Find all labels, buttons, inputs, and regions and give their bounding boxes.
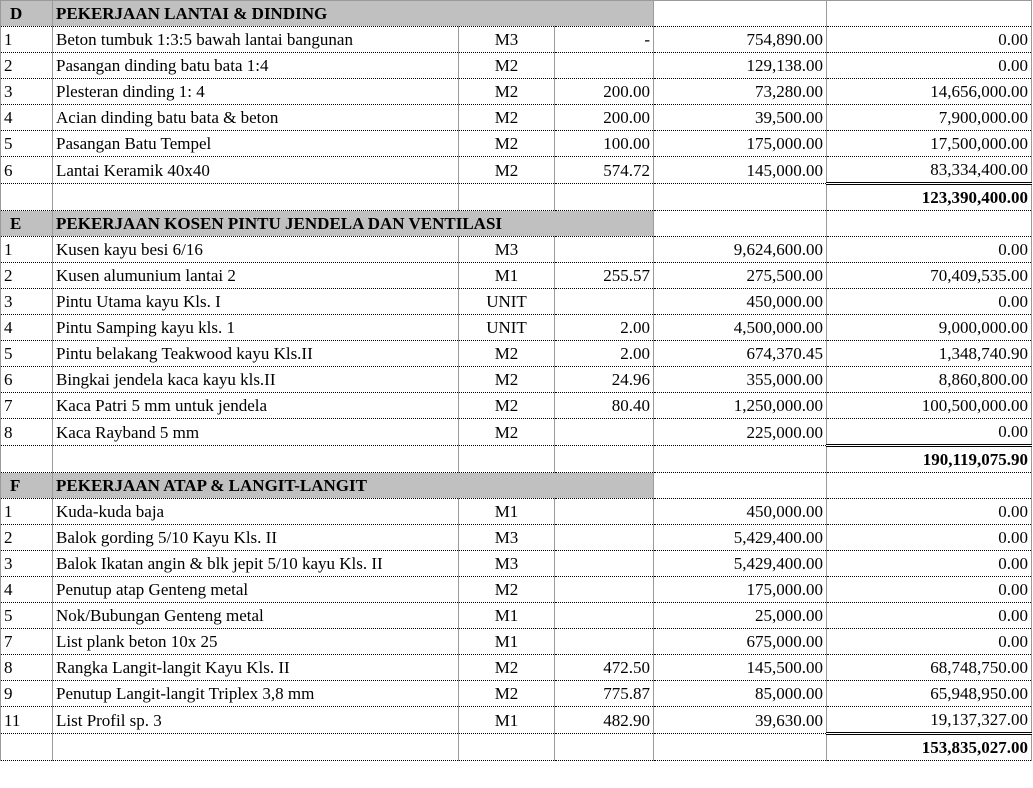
item-unit-cell[interactable]: M2 [459, 341, 555, 367]
item-quantity-cell[interactable] [555, 499, 654, 525]
item-unit-price-cell[interactable]: 754,890.00 [654, 27, 827, 53]
item-description-cell[interactable]: Balok gording 5/10 Kayu Kls. II [53, 525, 459, 551]
table-row [1, 53, 1032, 79]
item-unit-price-cell[interactable]: 175,000.00 [654, 131, 827, 157]
section-total-row [1, 446, 1032, 473]
item-description-cell[interactable]: Pasangan dinding batu bata 1:4 [53, 53, 459, 79]
item-number-cell[interactable]: 4 [1, 105, 53, 131]
item-quantity-cell[interactable] [555, 629, 654, 655]
item-description-cell[interactable]: Plesteran dinding 1: 4 [53, 79, 459, 105]
item-unit-price-cell[interactable]: 275,500.00 [654, 263, 827, 289]
item-unit-price-cell[interactable]: 39,500.00 [654, 105, 827, 131]
empty-cell[interactable] [555, 734, 654, 761]
item-description-cell[interactable]: List plank beton 10x 25 [53, 629, 459, 655]
item-description-cell[interactable]: Kusen alumunium lantai 2 [53, 263, 459, 289]
item-quantity-cell[interactable]: 255.57 [555, 263, 654, 289]
item-quantity-cell[interactable] [555, 419, 654, 446]
item-description-cell[interactable]: Beton tumbuk 1:3:5 bawah lantai bangunan [53, 27, 459, 53]
item-amount-cell[interactable]: 1,348,740.90 [827, 341, 1032, 367]
item-unit-cell[interactable]: M1 [459, 707, 555, 734]
item-quantity-cell[interactable]: 2.00 [555, 341, 654, 367]
item-amount-cell[interactable]: 0.00 [827, 27, 1032, 53]
item-unit-cell[interactable]: M3 [459, 525, 555, 551]
item-amount-cell[interactable]: 0.00 [827, 551, 1032, 577]
empty-cell[interactable] [53, 184, 459, 211]
item-description-cell[interactable]: Penutup Langit-langit Triplex 3,8 mm [53, 681, 459, 707]
item-unit-cell[interactable]: M2 [459, 681, 555, 707]
item-number-cell[interactable]: 1 [1, 237, 53, 263]
item-unit-cell[interactable]: M2 [459, 577, 555, 603]
section-code-cell[interactable]: D [1, 1, 53, 27]
item-quantity-cell[interactable]: - [555, 27, 654, 53]
table-row [1, 315, 1032, 341]
empty-cell[interactable] [654, 1, 827, 27]
item-number-cell[interactable]: 4 [1, 315, 53, 341]
item-quantity-cell[interactable]: 200.00 [555, 105, 654, 131]
item-unit-cell[interactable]: M2 [459, 53, 555, 79]
item-unit-price-cell[interactable]: 674,370.45 [654, 341, 827, 367]
section-total-cell[interactable]: 123,390,400.00 [827, 184, 1032, 211]
item-unit-cell[interactable]: M1 [459, 629, 555, 655]
item-quantity-cell[interactable] [555, 551, 654, 577]
empty-cell[interactable] [827, 211, 1032, 237]
item-number-cell[interactable]: 3 [1, 289, 53, 315]
item-amount-cell[interactable]: 0.00 [827, 237, 1032, 263]
item-number-cell[interactable]: 2 [1, 525, 53, 551]
item-quantity-cell[interactable] [555, 237, 654, 263]
item-unit-cell[interactable]: UNIT [459, 315, 555, 341]
item-number-cell[interactable]: 5 [1, 131, 53, 157]
item-description-cell[interactable]: Penutup atap Genteng metal [53, 577, 459, 603]
item-description-cell[interactable]: Kusen kayu besi 6/16 [53, 237, 459, 263]
item-quantity-cell[interactable]: 574.72 [555, 157, 654, 184]
item-number-cell[interactable]: 2 [1, 263, 53, 289]
item-description-cell[interactable]: Kaca Rayband 5 mm [53, 419, 459, 446]
section-total-row [1, 734, 1032, 761]
item-quantity-cell[interactable]: 472.50 [555, 655, 654, 681]
item-amount-cell[interactable]: 100,500,000.00 [827, 393, 1032, 419]
table-row [1, 525, 1032, 551]
section-title-cell[interactable]: PEKERJAAN LANTAI & DINDING [53, 1, 654, 27]
section-total-cell[interactable]: 190,119,075.90 [827, 446, 1032, 473]
item-unit-price-cell[interactable]: 25,000.00 [654, 603, 827, 629]
empty-cell[interactable] [654, 446, 827, 473]
section-total-cell[interactable]: 153,835,027.00 [827, 734, 1032, 761]
item-amount-cell[interactable]: 0.00 [827, 525, 1032, 551]
item-amount-cell[interactable]: 8,860,800.00 [827, 367, 1032, 393]
item-unit-price-cell[interactable]: 85,000.00 [654, 681, 827, 707]
item-amount-cell[interactable]: 9,000,000.00 [827, 315, 1032, 341]
item-unit-cell[interactable]: M3 [459, 551, 555, 577]
table-row [1, 655, 1032, 681]
empty-cell[interactable] [555, 184, 654, 211]
empty-cell[interactable] [654, 211, 827, 237]
item-unit-cell[interactable]: M2 [459, 79, 555, 105]
item-quantity-cell[interactable] [555, 577, 654, 603]
item-amount-cell[interactable]: 70,409,535.00 [827, 263, 1032, 289]
item-unit-price-cell[interactable]: 145,000.00 [654, 157, 827, 184]
empty-cell[interactable] [654, 473, 827, 499]
section-header-row [1, 211, 1032, 237]
item-amount-cell[interactable]: 14,656,000.00 [827, 79, 1032, 105]
item-quantity-cell[interactable]: 80.40 [555, 393, 654, 419]
item-number-cell[interactable]: 7 [1, 629, 53, 655]
table-row [1, 419, 1032, 446]
item-unit-cell[interactable]: UNIT [459, 289, 555, 315]
item-quantity-cell[interactable]: 482.90 [555, 707, 654, 734]
item-unit-cell[interactable]: M2 [459, 105, 555, 131]
item-number-cell[interactable]: 8 [1, 419, 53, 446]
item-description-cell[interactable]: Acian dinding batu bata & beton [53, 105, 459, 131]
item-amount-cell[interactable]: 0.00 [827, 53, 1032, 79]
table-row [1, 237, 1032, 263]
item-unit-cell[interactable]: M3 [459, 237, 555, 263]
item-unit-cell[interactable]: M2 [459, 367, 555, 393]
item-number-cell[interactable]: 5 [1, 341, 53, 367]
section-code-cell[interactable]: E [1, 211, 53, 237]
table-row [1, 341, 1032, 367]
item-description-cell[interactable]: Kaca Patri 5 mm untuk jendela [53, 393, 459, 419]
item-number-cell[interactable]: 9 [1, 681, 53, 707]
item-unit-price-cell[interactable]: 73,280.00 [654, 79, 827, 105]
item-number-cell[interactable]: 1 [1, 27, 53, 53]
table-row [1, 499, 1032, 525]
empty-cell[interactable] [1, 184, 53, 211]
empty-cell[interactable] [53, 734, 459, 761]
item-description-cell[interactable]: Pasangan Batu Tempel [53, 131, 459, 157]
section-code-cell[interactable]: F [1, 473, 53, 499]
table-row [1, 79, 1032, 105]
item-unit-cell[interactable]: M1 [459, 263, 555, 289]
item-unit-cell[interactable]: M1 [459, 499, 555, 525]
item-amount-cell[interactable]: 0.00 [827, 577, 1032, 603]
item-number-cell[interactable]: 4 [1, 577, 53, 603]
item-unit-price-cell[interactable]: 450,000.00 [654, 289, 827, 315]
table-row [1, 27, 1032, 53]
item-unit-price-cell[interactable]: 450,000.00 [654, 499, 827, 525]
empty-cell[interactable] [827, 473, 1032, 499]
item-description-cell[interactable]: List Profil sp. 3 [53, 707, 459, 734]
item-description-cell[interactable]: Pintu belakang Teakwood kayu Kls.II [53, 341, 459, 367]
table-row [1, 157, 1032, 184]
item-unit-cell[interactable]: M2 [459, 419, 555, 446]
item-number-cell[interactable]: 6 [1, 157, 53, 184]
item-unit-cell[interactable]: M2 [459, 655, 555, 681]
table-row [1, 393, 1032, 419]
item-quantity-cell[interactable]: 2.00 [555, 315, 654, 341]
table-row [1, 551, 1032, 577]
item-description-cell[interactable]: Nok/Bubungan Genteng metal [53, 603, 459, 629]
section-header-row [1, 473, 1032, 499]
item-amount-cell[interactable]: 0.00 [827, 629, 1032, 655]
item-number-cell[interactable]: 3 [1, 79, 53, 105]
section-total-row [1, 184, 1032, 211]
item-description-cell[interactable]: Lantai Keramik 40x40 [53, 157, 459, 184]
item-amount-cell[interactable]: 65,948,950.00 [827, 681, 1032, 707]
item-quantity-cell[interactable]: 100.00 [555, 131, 654, 157]
item-unit-price-cell[interactable]: 145,500.00 [654, 655, 827, 681]
item-number-cell[interactable]: 1 [1, 499, 53, 525]
item-unit-price-cell[interactable]: 5,429,400.00 [654, 525, 827, 551]
table-row [1, 263, 1032, 289]
item-quantity-cell[interactable]: 24.96 [555, 367, 654, 393]
item-quantity-cell[interactable] [555, 525, 654, 551]
item-unit-price-cell[interactable]: 39,630.00 [654, 707, 827, 734]
empty-cell[interactable] [654, 734, 827, 761]
table-row [1, 105, 1032, 131]
item-description-cell[interactable]: Rangka Langit-langit Kayu Kls. II [53, 655, 459, 681]
item-amount-cell[interactable]: 19,137,327.00 [827, 707, 1032, 734]
item-amount-cell[interactable]: 68,748,750.00 [827, 655, 1032, 681]
item-amount-cell[interactable]: 0.00 [827, 289, 1032, 315]
empty-cell[interactable] [459, 734, 555, 761]
item-quantity-cell[interactable] [555, 603, 654, 629]
item-number-cell[interactable]: 8 [1, 655, 53, 681]
item-amount-cell[interactable]: 83,334,400.00 [827, 157, 1032, 184]
item-description-cell[interactable]: Bingkai jendela kaca kayu kls.II [53, 367, 459, 393]
table-row [1, 577, 1032, 603]
item-number-cell[interactable]: 6 [1, 367, 53, 393]
item-number-cell[interactable]: 7 [1, 393, 53, 419]
item-quantity-cell[interactable] [555, 289, 654, 315]
table-row [1, 367, 1032, 393]
table-row [1, 681, 1032, 707]
empty-cell[interactable] [555, 446, 654, 473]
table-row [1, 629, 1032, 655]
item-amount-cell[interactable]: 0.00 [827, 419, 1032, 446]
empty-cell[interactable] [53, 446, 459, 473]
item-quantity-cell[interactable] [555, 53, 654, 79]
section-header-row [1, 1, 1032, 27]
item-amount-cell[interactable]: 7,900,000.00 [827, 105, 1032, 131]
table-body [1, 1, 1032, 761]
item-number-cell[interactable]: 11 [1, 707, 53, 734]
item-unit-price-cell[interactable]: 9,624,600.00 [654, 237, 827, 263]
item-unit-price-cell[interactable]: 675,000.00 [654, 629, 827, 655]
table-row [1, 603, 1032, 629]
item-unit-cell[interactable]: M2 [459, 157, 555, 184]
item-number-cell[interactable]: 5 [1, 603, 53, 629]
item-unit-cell[interactable]: M2 [459, 393, 555, 419]
table-row [1, 289, 1032, 315]
empty-cell[interactable] [1, 734, 53, 761]
item-amount-cell[interactable]: 17,500,000.00 [827, 131, 1032, 157]
item-description-cell[interactable]: Balok Ikatan angin & blk jepit 5/10 kayu Kls. II [53, 551, 459, 577]
empty-cell[interactable] [654, 184, 827, 211]
item-unit-cell[interactable]: M3 [459, 27, 555, 53]
item-unit-price-cell[interactable]: 129,138.00 [654, 53, 827, 79]
empty-cell[interactable] [459, 184, 555, 211]
section-title-cell[interactable]: PEKERJAAN ATAP & LANGIT-LANGIT [53, 473, 654, 499]
item-unit-cell[interactable]: M2 [459, 131, 555, 157]
item-unit-price-cell[interactable]: 4,500,000.00 [654, 315, 827, 341]
item-number-cell[interactable]: 3 [1, 551, 53, 577]
item-quantity-cell[interactable]: 775.87 [555, 681, 654, 707]
empty-cell[interactable] [459, 446, 555, 473]
item-unit-price-cell[interactable]: 355,000.00 [654, 367, 827, 393]
table-row [1, 707, 1032, 734]
item-amount-cell[interactable]: 0.00 [827, 603, 1032, 629]
item-unit-price-cell[interactable]: 5,429,400.00 [654, 551, 827, 577]
item-description-cell[interactable]: Kuda-kuda baja [53, 499, 459, 525]
item-unit-cell[interactable]: M1 [459, 603, 555, 629]
item-unit-price-cell[interactable]: 175,000.00 [654, 577, 827, 603]
empty-cell[interactable] [1, 446, 53, 473]
section-title-cell[interactable]: PEKERJAAN KOSEN PINTU JENDELA DAN VENTILASI [53, 211, 654, 237]
item-description-cell[interactable]: Pintu Samping kayu kls. 1 [53, 315, 459, 341]
item-quantity-cell[interactable]: 200.00 [555, 79, 654, 105]
item-amount-cell[interactable]: 0.00 [827, 499, 1032, 525]
item-number-cell[interactable]: 2 [1, 53, 53, 79]
item-description-cell[interactable]: Pintu Utama kayu Kls. I [53, 289, 459, 315]
item-unit-price-cell[interactable]: 225,000.00 [654, 419, 827, 446]
table-row [1, 131, 1032, 157]
empty-cell[interactable] [827, 1, 1032, 27]
item-unit-price-cell[interactable]: 1,250,000.00 [654, 393, 827, 419]
